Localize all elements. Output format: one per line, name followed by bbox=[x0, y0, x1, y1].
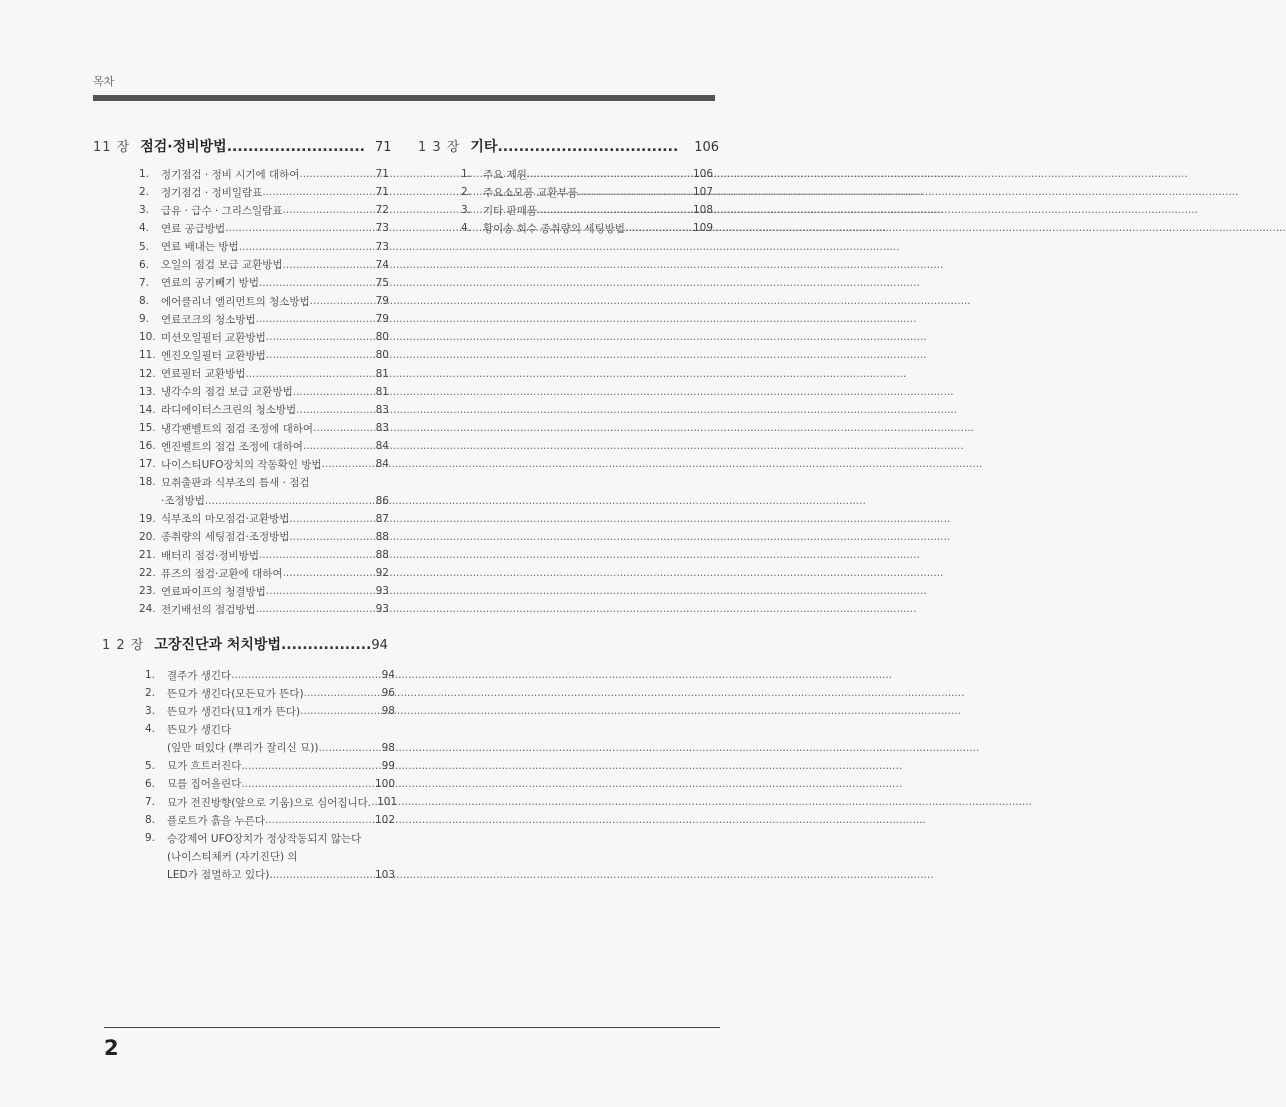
entry-title: 기타 판매품 bbox=[483, 204, 538, 217]
toc-entry bbox=[139, 238, 389, 256]
entry-page: 83 bbox=[375, 422, 389, 435]
leader-dots bbox=[304, 687, 382, 699]
entry-title: 냉각팬벨트의 점검 조정에 대하여 bbox=[161, 422, 314, 435]
toc-entry bbox=[145, 666, 395, 684]
entry-title: 종취량의 세팅점검·조정방법 bbox=[161, 531, 290, 544]
entry-title: (나이스티체커 (자기진단) 의 bbox=[167, 850, 298, 863]
entry-title: 연료의 공기빼기 방법 bbox=[161, 277, 259, 290]
entry-number: 9. bbox=[139, 313, 150, 326]
toc-entry bbox=[139, 510, 389, 528]
toc-entry bbox=[145, 720, 395, 738]
entry-title: 뜬묘가 생긴다 bbox=[167, 723, 232, 736]
toc-entry bbox=[139, 582, 389, 600]
toc-entry bbox=[139, 455, 389, 473]
entry-number: 6. bbox=[139, 258, 150, 271]
toc-entry bbox=[139, 419, 389, 437]
leader-dots bbox=[527, 168, 693, 180]
entry-page: 96 bbox=[381, 687, 395, 700]
entry-number: 21. bbox=[139, 549, 156, 562]
entry-page: 101 bbox=[377, 796, 398, 809]
toc-entry bbox=[145, 684, 395, 702]
entry-page: 84 bbox=[375, 458, 389, 471]
chapter-13-heading bbox=[418, 136, 718, 156]
page-section-label: 목차 bbox=[93, 75, 115, 88]
header-rule bbox=[93, 95, 715, 101]
entry-title: ·조정방법 bbox=[161, 495, 205, 508]
entry-page: 84 bbox=[375, 440, 389, 453]
leader-dots: .................................. bbox=[497, 139, 679, 155]
entry-title: 엔진벨트의 점검 조정에 대하여 bbox=[161, 440, 303, 453]
entry-page: 71 bbox=[375, 186, 389, 199]
page-number: 2 bbox=[104, 1036, 119, 1060]
entry-page: 75 bbox=[375, 276, 389, 289]
entry-number: 24. bbox=[139, 603, 156, 616]
entry-page: 108 bbox=[692, 204, 713, 217]
entry-title: 묘취출판과 식부조의 틈새 · 점검 bbox=[161, 476, 310, 489]
leader-dots bbox=[259, 277, 376, 289]
entry-title: LED가 점멸하고 있다). bbox=[167, 869, 273, 882]
entry-number: 20. bbox=[139, 530, 156, 543]
entry-number: 5. bbox=[139, 240, 150, 253]
entry-title: 묘가 흐트러진다 bbox=[167, 760, 242, 773]
entry-page: 71 bbox=[375, 168, 389, 181]
leader-dots bbox=[625, 222, 693, 234]
entry-title: 전기배선의 점검방법 bbox=[161, 603, 256, 616]
entry-page: 88 bbox=[375, 530, 389, 543]
entry-title: 주요 제원 bbox=[483, 168, 527, 181]
toc-entry bbox=[139, 256, 389, 274]
chapter-12-heading bbox=[102, 634, 392, 654]
toc-entry bbox=[139, 219, 389, 237]
chapter-number: 11 장 bbox=[93, 140, 131, 155]
entry-number: 5. bbox=[145, 759, 156, 772]
entry-title: 연료코크의 청소방법 bbox=[161, 313, 256, 326]
toc-entry bbox=[461, 219, 713, 237]
leader-dots bbox=[256, 313, 376, 325]
leader-dots bbox=[266, 349, 376, 361]
leader-dots bbox=[266, 585, 376, 597]
entry-page: 81 bbox=[375, 367, 389, 380]
toc-entry bbox=[139, 183, 389, 201]
leader-dots bbox=[241, 760, 381, 772]
leader-dots bbox=[578, 186, 693, 198]
entry-title: 주요소모품 교환부품 bbox=[483, 186, 578, 199]
entry-title: 결주가 생긴다 bbox=[167, 669, 232, 682]
chapter-page: 106 bbox=[694, 140, 720, 155]
entry-title: 배터리 점검·정비방법 bbox=[161, 549, 259, 562]
entry-number: 11. bbox=[139, 349, 156, 362]
entry-number: 14. bbox=[139, 403, 156, 416]
entry-title: 나이스티UFO장치의 작동확인 방법 bbox=[161, 458, 322, 471]
leader-dots bbox=[205, 495, 376, 507]
toc-entry bbox=[139, 383, 389, 401]
chapter-12-entries bbox=[145, 666, 398, 884]
entry-page: 102 bbox=[374, 814, 395, 827]
leader-dots bbox=[266, 331, 376, 343]
toc-entry bbox=[145, 739, 395, 757]
leader-dots bbox=[289, 531, 375, 543]
leader-dots bbox=[245, 368, 375, 380]
entry-title: 미션오일필터 교환방법 bbox=[161, 331, 266, 344]
toc-entry bbox=[139, 546, 389, 564]
entry-title: 연료 공급방법 bbox=[161, 222, 226, 235]
entry-title: 연료파이프의 청결방법 bbox=[161, 585, 266, 598]
entry-number: 2. bbox=[145, 687, 156, 700]
leader-dots bbox=[231, 669, 381, 681]
entry-title: 식부조의 마모점검·교환방법 bbox=[161, 513, 290, 526]
entry-number: 13. bbox=[139, 385, 156, 398]
entry-number: 6. bbox=[145, 777, 156, 790]
leader-dots bbox=[293, 386, 376, 398]
chapter-13-entries bbox=[461, 165, 713, 238]
leader-dots: ................. bbox=[280, 637, 372, 653]
leader-dots bbox=[303, 440, 376, 452]
chapter-number: 1 3 장 bbox=[418, 140, 461, 155]
entry-page: 99 bbox=[381, 759, 395, 772]
leader-dots bbox=[262, 186, 375, 198]
entry-page: 81 bbox=[375, 385, 389, 398]
entry-number: 1. bbox=[461, 168, 472, 181]
chapter-number: 1 2 장 bbox=[102, 638, 145, 653]
toc-entry bbox=[139, 528, 389, 546]
entry-page: 73 bbox=[375, 240, 389, 253]
entry-number: 8. bbox=[145, 814, 156, 827]
toc-entry bbox=[145, 866, 395, 884]
entry-title: 퓨즈의 점검·교환에 대하여 bbox=[161, 567, 283, 580]
entry-title: 엔진오일필터 교환방법 bbox=[161, 349, 266, 362]
entry-number: 16. bbox=[139, 440, 156, 453]
entry-number: 3. bbox=[145, 705, 156, 718]
toc-entry bbox=[139, 328, 389, 346]
entry-title: 냉각수의 점검 보급 교환방법 bbox=[161, 386, 293, 399]
chapter-page: 94 bbox=[371, 638, 388, 653]
entry-page: 98 bbox=[381, 741, 395, 754]
entry-number: 2. bbox=[461, 186, 472, 199]
toc-entry bbox=[461, 183, 713, 201]
entry-page: 93 bbox=[375, 603, 389, 616]
entry-number: 4. bbox=[145, 723, 156, 736]
entry-number: 4. bbox=[461, 222, 472, 235]
entry-number: 3. bbox=[139, 204, 150, 217]
leader-dots bbox=[256, 603, 376, 615]
entry-number: 15. bbox=[139, 422, 156, 435]
entry-title: 묘를 집어올린다 bbox=[167, 778, 242, 791]
entry-page: 93 bbox=[375, 585, 389, 598]
entry-number: 12. bbox=[139, 367, 156, 380]
entry-title: 플로트가 흙을 누른다 bbox=[167, 814, 265, 827]
entry-page: 80 bbox=[375, 331, 389, 344]
chapter-title: 고장진단과 처치방법 bbox=[154, 637, 281, 653]
entry-page: 106 bbox=[692, 168, 713, 181]
entry-number: 17. bbox=[139, 458, 156, 471]
entry-title: 묘가 전진방향(앞으로 기움)으로 심어집니다. bbox=[167, 796, 372, 809]
leader-dots bbox=[322, 458, 376, 470]
entry-page: 79 bbox=[375, 313, 389, 326]
toc-entry bbox=[145, 811, 395, 829]
leader-dots bbox=[225, 222, 375, 234]
entry-page: 94 bbox=[381, 669, 395, 682]
toc-entry bbox=[139, 201, 389, 219]
entry-number: 7. bbox=[145, 796, 156, 809]
toc-entry bbox=[139, 437, 389, 455]
entry-number: 18. bbox=[139, 476, 156, 489]
entry-title: 황이송 회수 종취량의 세팅방법 bbox=[483, 222, 625, 235]
leader-dots bbox=[299, 168, 375, 180]
entry-page: 73 bbox=[375, 222, 389, 235]
leader-dots bbox=[310, 295, 376, 307]
leader-dots bbox=[289, 513, 375, 525]
entry-number: 4. bbox=[139, 222, 150, 235]
entry-title: 연료 배내는 방법 bbox=[161, 241, 239, 254]
leader-dots bbox=[296, 404, 375, 416]
entry-title: 연료필터 교환방법 bbox=[161, 368, 246, 381]
entry-page: 72 bbox=[375, 204, 389, 217]
entry-page: 74 bbox=[375, 258, 389, 271]
entry-page: 86 bbox=[375, 494, 389, 507]
entry-title: 뜬묘가 생긴다(모든묘가 뜬다) bbox=[167, 687, 304, 700]
toc-entry bbox=[139, 310, 389, 328]
entry-title: 승강제어 UFO장치가 정상작동되지 않는다 bbox=[167, 832, 362, 845]
leader-dots bbox=[537, 204, 693, 216]
toc-entry bbox=[139, 600, 389, 618]
leader-dots bbox=[283, 567, 376, 579]
toc-entry bbox=[139, 401, 389, 419]
entry-page: 107 bbox=[692, 186, 713, 199]
entry-number: 2. bbox=[139, 186, 150, 199]
chapter-title: 점검·정비방법 bbox=[140, 139, 227, 155]
leader-dots: .......................... bbox=[226, 139, 365, 155]
entry-number: 1. bbox=[145, 669, 156, 682]
entry-title: 정기점검 · 정비일람표 bbox=[161, 186, 263, 199]
entry-number: 9. bbox=[145, 832, 156, 845]
toc-entry bbox=[145, 829, 395, 847]
toc-entry bbox=[145, 793, 398, 811]
entry-number: 3. bbox=[461, 204, 472, 217]
toc-entry bbox=[139, 346, 389, 364]
entry-title: 라디에이터스크린의 청소방법 bbox=[161, 404, 297, 417]
leader-dots bbox=[273, 869, 375, 881]
entry-page: 83 bbox=[375, 403, 389, 416]
chapter-title: 기타 bbox=[470, 139, 498, 155]
entry-number: 1. bbox=[139, 168, 150, 181]
entry-page: 79 bbox=[375, 295, 389, 308]
leader-dots bbox=[241, 778, 375, 790]
entry-number: 8. bbox=[139, 295, 150, 308]
toc-entry bbox=[139, 274, 389, 292]
entry-title: 에어클리너 엘리먼트의 청소방법 bbox=[161, 295, 310, 308]
toc-entry bbox=[461, 201, 713, 219]
toc-entry bbox=[139, 292, 389, 310]
entry-page: 98 bbox=[381, 705, 395, 718]
toc-entry bbox=[145, 775, 395, 793]
entry-page: 109 bbox=[692, 222, 713, 235]
leader-dots bbox=[239, 241, 376, 253]
leader-dots bbox=[283, 259, 376, 271]
entry-title: 뜬묘가 생긴다(묘1개가 뜬다) bbox=[167, 705, 301, 718]
toc-entry bbox=[139, 492, 389, 510]
leader-dots bbox=[259, 549, 376, 561]
entry-title: 급유 · 급수 · 그리스일람표 bbox=[161, 204, 283, 217]
entry-page: 88 bbox=[375, 549, 389, 562]
leader-dots bbox=[300, 705, 382, 717]
toc-entry bbox=[145, 757, 395, 775]
leader-dots bbox=[318, 742, 381, 754]
entry-title: (잎만 떠있다 (뿌리가 잘리신 묘)) bbox=[167, 742, 319, 755]
entry-page: 100 bbox=[374, 777, 395, 790]
leader-dots bbox=[282, 204, 375, 216]
chapter-11-entries bbox=[139, 165, 389, 619]
entry-number: 7. bbox=[139, 276, 150, 289]
entry-page: 80 bbox=[375, 349, 389, 362]
chapter-11-heading bbox=[93, 136, 392, 156]
entry-page: 103 bbox=[374, 868, 395, 881]
toc-entry bbox=[139, 165, 389, 183]
entry-number: 19. bbox=[139, 512, 156, 525]
toc-entry bbox=[139, 473, 389, 491]
toc-entry bbox=[461, 165, 713, 183]
footer-rule bbox=[104, 1027, 720, 1028]
chapter-page: 71 bbox=[374, 140, 392, 155]
entry-number: 22. bbox=[139, 567, 156, 580]
toc-entry bbox=[145, 702, 395, 720]
leader-dots bbox=[313, 422, 376, 434]
entry-number: 23. bbox=[139, 585, 156, 598]
leader-dots bbox=[265, 814, 375, 826]
entry-title: 오일의 점검 보급 교환방법 bbox=[161, 259, 283, 272]
toc-entry bbox=[139, 564, 389, 582]
entry-page: 87 bbox=[375, 512, 389, 525]
entry-number: 10. bbox=[139, 331, 156, 344]
entry-page: 92 bbox=[375, 567, 389, 580]
entry-title: 정기점검 · 정비 시기에 대하여 bbox=[161, 168, 300, 181]
toc-entry bbox=[139, 365, 389, 383]
toc-entry bbox=[145, 847, 395, 865]
